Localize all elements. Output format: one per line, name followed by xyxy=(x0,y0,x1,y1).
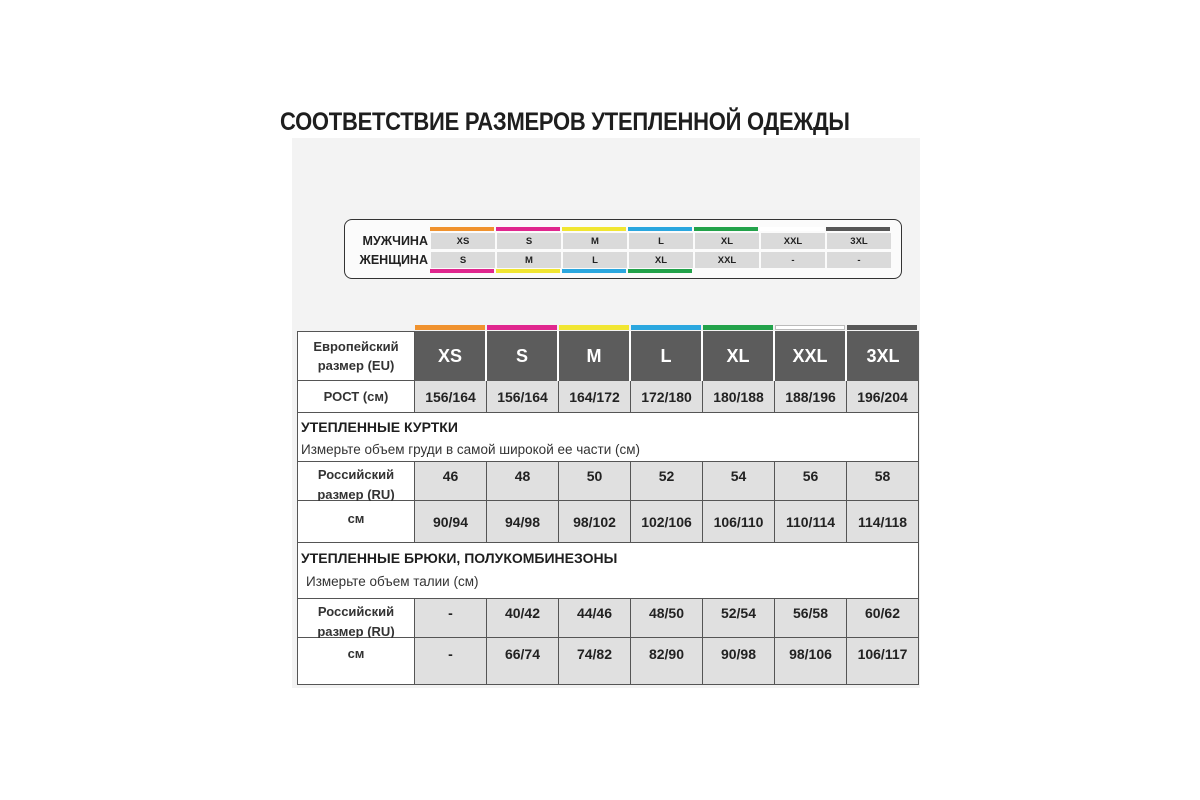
jackets-title: УТЕПЛЕННЫЕ КУРТКИ xyxy=(301,419,458,435)
pants-ru-cell: 48/50 xyxy=(631,598,703,638)
pants-cm-row xyxy=(297,638,919,685)
pants-cm-cell: 82/90 xyxy=(631,638,703,685)
pants-ru-cell: 44/46 xyxy=(559,598,631,638)
pants-cm-cell: - xyxy=(415,638,487,685)
mini-label-women: ЖЕНЩИНА xyxy=(359,253,428,267)
size-color-bars xyxy=(415,325,919,330)
color-bar-cyan-bottom xyxy=(562,269,626,273)
eu-size-row xyxy=(297,331,919,381)
color-bar-white xyxy=(775,325,845,330)
gender-size-correspondence-box xyxy=(344,219,902,279)
color-bar-darkgray xyxy=(847,325,917,330)
eu-size-cell: XS xyxy=(415,331,487,381)
color-bar-cyan xyxy=(631,325,701,330)
eu-size-label: Европейский размер (EU) xyxy=(297,331,415,381)
mini-cell: S xyxy=(431,252,495,268)
eu-size-cell: L xyxy=(631,331,703,381)
jackets-ru-cell: 48 xyxy=(487,461,559,501)
eu-size-cell: XXL xyxy=(775,331,847,381)
pants-ru-row xyxy=(297,598,919,638)
color-bar-orange-top xyxy=(430,227,494,231)
jackets-cm-cell: 114/118 xyxy=(847,501,919,543)
mini-cell: XL xyxy=(629,252,693,268)
pants-ru-cell: - xyxy=(415,598,487,638)
mini-row-men xyxy=(355,232,893,250)
jackets-ru-row xyxy=(297,461,919,501)
pants-section xyxy=(297,543,919,598)
color-bar-darkgray-top xyxy=(826,227,890,231)
color-bar-yellow-bottom xyxy=(496,269,560,273)
color-bar-yellow xyxy=(559,325,629,330)
jackets-ru-cell: 58 xyxy=(847,461,919,501)
color-bar-yellow-top xyxy=(562,227,626,231)
mini-cell: M xyxy=(563,233,627,249)
pants-cm-cell: 74/82 xyxy=(559,638,631,685)
pants-cm-cell: 106/117 xyxy=(847,638,919,685)
jackets-cm-cell: 102/106 xyxy=(631,501,703,543)
mini-cell: - xyxy=(827,252,891,268)
pants-ru-cell: 52/54 xyxy=(703,598,775,638)
jackets-cm-cell: 94/98 xyxy=(487,501,559,543)
color-bar-green-top xyxy=(694,227,758,231)
jackets-cm-cell: 98/102 xyxy=(559,501,631,543)
jackets-cm-cell: 110/114 xyxy=(775,501,847,543)
jackets-cm-label: см xyxy=(297,501,415,543)
pants-ru-cell: 40/42 xyxy=(487,598,559,638)
height-cell: 156/164 xyxy=(487,381,559,413)
pants-title: УТЕПЛЕННЫЕ БРЮКИ, ПОЛУКОМБИНЕЗОНЫ xyxy=(301,550,618,566)
jackets-ru-cell: 56 xyxy=(775,461,847,501)
height-cell: 164/172 xyxy=(559,381,631,413)
jackets-ru-cell: 52 xyxy=(631,461,703,501)
height-cell: 172/180 xyxy=(631,381,703,413)
height-cell: 180/188 xyxy=(703,381,775,413)
pants-note: Измерьте объем талии (см) xyxy=(306,574,479,589)
mini-cell: XXL xyxy=(695,252,759,268)
pants-ru-cell: 60/62 xyxy=(847,598,919,638)
color-bar-white-top xyxy=(760,227,824,231)
height-row xyxy=(297,381,919,413)
mini-cell: M xyxy=(497,252,561,268)
eu-size-cell: M xyxy=(559,331,631,381)
page-title: СООТВЕТСТВИЕ РАЗМЕРОВ УТЕПЛЕННОЙ ОДЕЖДЫ xyxy=(280,108,850,136)
height-cell: 156/164 xyxy=(415,381,487,413)
pants-ru-label: Российский размер (RU) xyxy=(297,598,415,638)
jackets-ru-label: Российский размер (RU) xyxy=(297,461,415,501)
color-bar-magenta-top xyxy=(496,227,560,231)
height-cell: 188/196 xyxy=(775,381,847,413)
color-bar-green-bottom xyxy=(628,269,692,273)
jackets-ru-cell: 46 xyxy=(415,461,487,501)
mini-cell: S xyxy=(497,233,561,249)
jackets-cm-row xyxy=(297,501,919,543)
color-bar-orange xyxy=(415,325,485,330)
color-bar-magenta-bottom xyxy=(430,269,494,273)
color-bar-magenta xyxy=(487,325,557,330)
eu-size-cell: XL xyxy=(703,331,775,381)
jackets-ru-cell: 54 xyxy=(703,461,775,501)
pants-cm-cell: 90/98 xyxy=(703,638,775,685)
mini-cell: L xyxy=(563,252,627,268)
mini-cell: L xyxy=(629,233,693,249)
mini-cell: XS xyxy=(431,233,495,249)
jackets-cm-cell: 106/110 xyxy=(703,501,775,543)
eu-size-cell: 3XL xyxy=(847,331,919,381)
mini-label-men: МУЖЧИНА xyxy=(362,234,428,248)
mini-cell: - xyxy=(761,252,825,268)
mini-cell: XXL xyxy=(761,233,825,249)
jackets-section xyxy=(297,413,919,461)
mini-row-women xyxy=(355,251,893,269)
pants-cm-label: см xyxy=(297,638,415,685)
color-bar-cyan-top xyxy=(628,227,692,231)
pants-ru-cell: 56/58 xyxy=(775,598,847,638)
jackets-ru-cell: 50 xyxy=(559,461,631,501)
height-label: РОСТ (см) xyxy=(297,381,415,413)
jackets-note: Измерьте объем груди в самой широкой ее части (см) xyxy=(301,442,641,457)
color-bar-green xyxy=(703,325,773,330)
eu-size-cell: S xyxy=(487,331,559,381)
pants-cm-cell: 98/106 xyxy=(775,638,847,685)
height-cell: 196/204 xyxy=(847,381,919,413)
jackets-cm-cell: 90/94 xyxy=(415,501,487,543)
mini-cell: 3XL xyxy=(827,233,891,249)
pants-cm-cell: 66/74 xyxy=(487,638,559,685)
mini-cell: XL xyxy=(695,233,759,249)
